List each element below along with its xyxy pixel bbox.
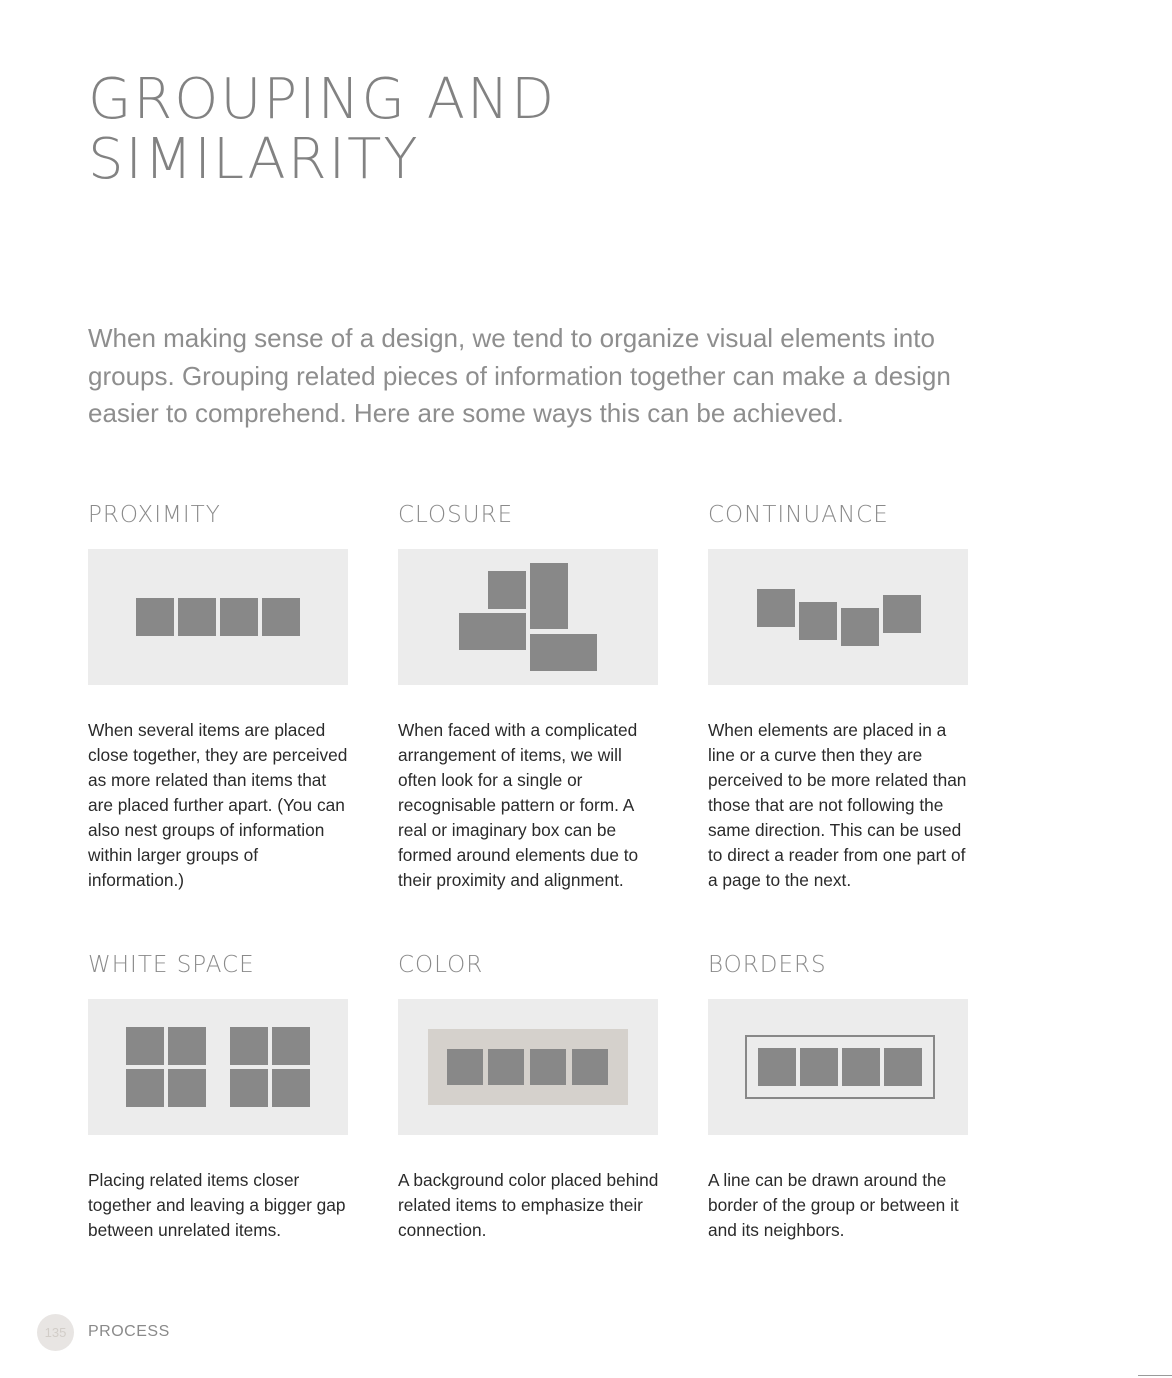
illustration-square [883,595,921,633]
section-heading: CLOSURE [398,502,514,528]
illustration-square [488,571,526,609]
section-continuance [708,500,970,890]
section-white-space [88,950,350,1240]
section-closure [398,500,660,890]
intro-paragraph: When making sense of a design, we tend to organize visual elements into groups. Grouping related pieces of information together can make a design easier to comprehend. Here are some ways this can be achieved. [88,323,951,428]
illustration-square [799,602,837,640]
illustration-square [126,1069,164,1107]
illustration-square [262,598,300,636]
illustration-square [168,1069,206,1107]
proximity-illustration [88,549,348,685]
illustration-wide-rectangle [459,613,526,650]
section-proximity [88,500,350,890]
section-heading: PROXIMITY [88,502,221,528]
section-body: A background color placed behind related items to emphasize their connection. [398,1170,659,1240]
page-number-badge: 135 [37,1314,74,1351]
illustration-square [488,1049,524,1085]
illustration-square [758,1048,796,1086]
page-title-line-2: SIMILARITY [88,127,420,192]
illustration-square [168,1027,206,1065]
illustration-tall-rectangle [530,563,568,629]
section-body: When elements are placed in a line or a curve then they are perceived to be more related than those that are not following the same direction. This can be used to direct a reader from one part of a page to the next. [708,720,967,890]
section-body: When several items are placed close together, they are perceived as more related than items that are placed further apart. (You can also nest groups of information within larger groups of information.) [88,720,348,890]
illustration-square [126,1027,164,1065]
illustration-wide-rectangle [530,634,597,671]
illustration-square [842,1048,880,1086]
section-heading: BORDERS [708,952,827,978]
white-space-illustration [88,999,348,1135]
illustration-square [530,1049,566,1085]
illustration-square [230,1027,268,1065]
illustration-square [272,1027,310,1065]
borders-illustration [708,999,968,1135]
corner-rule-line [1138,1375,1172,1376]
footer-section-label: PROCESS [88,1323,170,1340]
continuance-illustration [708,549,968,685]
illustration-square [757,589,795,627]
illustration-square [136,598,174,636]
section-body: A line can be drawn around the border of the group or between it and its neighbors. [708,1170,959,1240]
section-heading: WHITE SPACE [88,952,255,978]
illustration-square [800,1048,838,1086]
illustration-square [230,1069,268,1107]
section-heading: CONTINUANCE [708,502,889,528]
illustration-square [447,1049,483,1085]
illustration-square [272,1069,310,1107]
section-body: When faced with a complicated arrangement of items, we will often look for a single or recognisable pattern or form. A real or imaginary box can be formed around elements due to their proximity and alignment. [398,720,639,890]
illustration-square [572,1049,608,1085]
section-heading: COLOR [398,952,484,978]
section-borders [708,950,970,1240]
illustration-square [841,608,879,646]
section-body: Placing related items closer together and leaving a bigger gap between unrelated items. [88,1170,346,1240]
illustration-square [220,598,258,636]
illustration-square [884,1048,922,1086]
page-title [88,67,557,192]
illustration-square [178,598,216,636]
closure-illustration [398,549,658,685]
section-color [398,950,660,1240]
page-title-line-1: GROUPING AND [88,67,557,132]
color-illustration [398,999,658,1135]
